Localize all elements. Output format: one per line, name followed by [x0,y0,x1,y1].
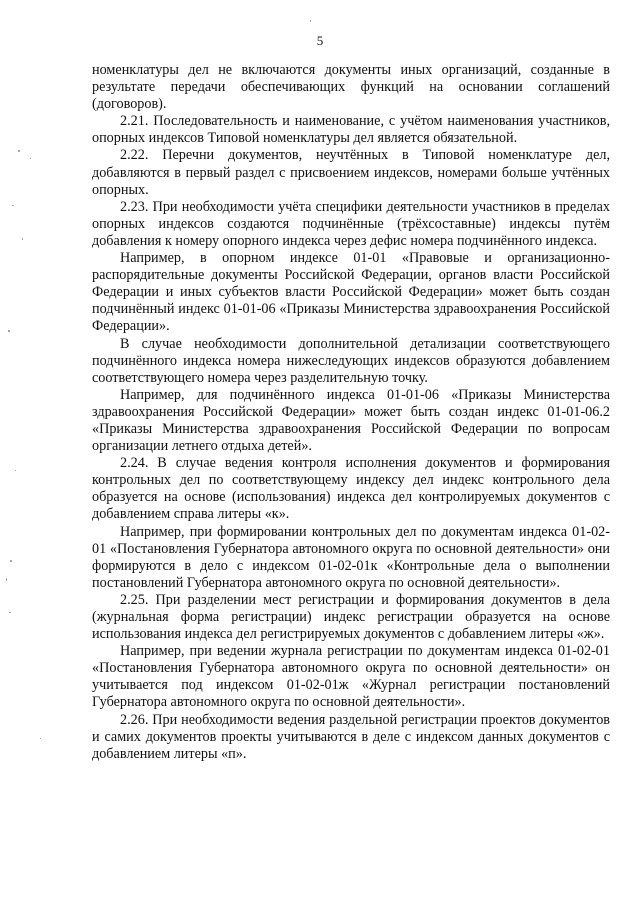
scan-speck [9,612,11,613]
scan-speck [8,330,10,332]
paragraph-example-control: Например, при формировании контрольных дел по документам индекса 01-02-01 «Постановления Губернатора автономного округа по основной деятельности» они формируются в дело с индексом 01-02-01к «Контрольные дела о выполнении постановлений Губернатора автономного округа по основной деятельности». [92,523,610,591]
scan-speck [30,158,31,159]
paragraph-2-22: 2.22. Перечни документов, неучтённых в Типовой номенклатуре дел, добавляются в первый раздел с присвоением индексов, номерами больше учтённых опорных. [92,147,610,198]
paragraph-continuation: номенклатуры дел не включаются документы иных организаций, созданные в результате передачи обеспечивающих функций на основании соглашений (договоров). [92,62,610,113]
scan-speck [10,560,12,562]
scan-speck [310,20,311,22]
paragraph-2-25: 2.25. При разделении мест регистрации и формирования документов в дела (журнальная форма регистрации) индекс регистрации образуется на основе использования индекса дел регистрируемых документов с добавлением литеры «ж». [92,591,610,643]
scan-speck [12,205,14,206]
paragraph-detailing: В случае необходимости дополнительной детализации соответствующего подчинённого индекса номера нижеследующих индексов образуются добавлением соответствующего номера через разделительную точку. [92,335,610,386]
scan-speck [22,238,23,240]
scan-speck [6,578,7,581]
scan-speck [15,470,16,471]
page-number: 5 [316,33,324,48]
paragraph-example-journal: Например, при ведении журнала регистрации по документам индекса 01-02-01 «Постановления Губернатора автономного округа по основной деятельности» он учитывается под индексом 01-02-01ж «Журнал регистрации постановлений Губернатора автономного округа по основной деятельности». [92,643,610,711]
paragraph-2-26: 2.26. При необходимости ведения раздельной регистрации проектов документов и самих документов проекты учитываются в деле с индексом данных документов с добавлением литеры «п». [92,711,610,762]
paragraph-example-detailing: Например, для подчинённого индекса 01-01-06 «Приказы Министерства здравоохранения Российской Федерации» может быть создан индекс 01-01-06.2 «Приказы Министерства здравоохранения Российской Федерации по вопросам организации летнего отдыха детей». [92,386,610,455]
scan-speck [40,738,41,739]
scan-speck [18,150,20,152]
paragraph-2-21: 2.21. Последовательность и наименование, с учётом наименования участников, опорных индексов Типовой номенклатуры дел является обязательной. [92,113,610,147]
paragraph-example-subindex: Например, в опорном индексе 01-01 «Правовые и организационно-распорядительные документы Российской Федерации, органов власти Российской Федерации и иных субъектов власти Российской Федерации» может быть создан подчинённый индекс 01-01-06 «Приказы Министерства здравоохранения Российской Федерации». [92,250,610,335]
paragraph-2-23: 2.23. При необходимости учёта специфики деятельности участников в пределах опорных индексов создаются подчинённые (трёхсоставные) индексы путём добавления к номеру опорного индекса через дефис номера подчинённого индекса. [92,198,610,249]
document-body [92,62,610,763]
paragraph-2-24: 2.24. В случае ведения контроля исполнения документов и формирования контрольных дел по соответствующему индексу дел индекс контрольного дела образуется на основе (использования) индекса дел контролируемых документов с добавлением справа литеры «к». [92,455,610,523]
